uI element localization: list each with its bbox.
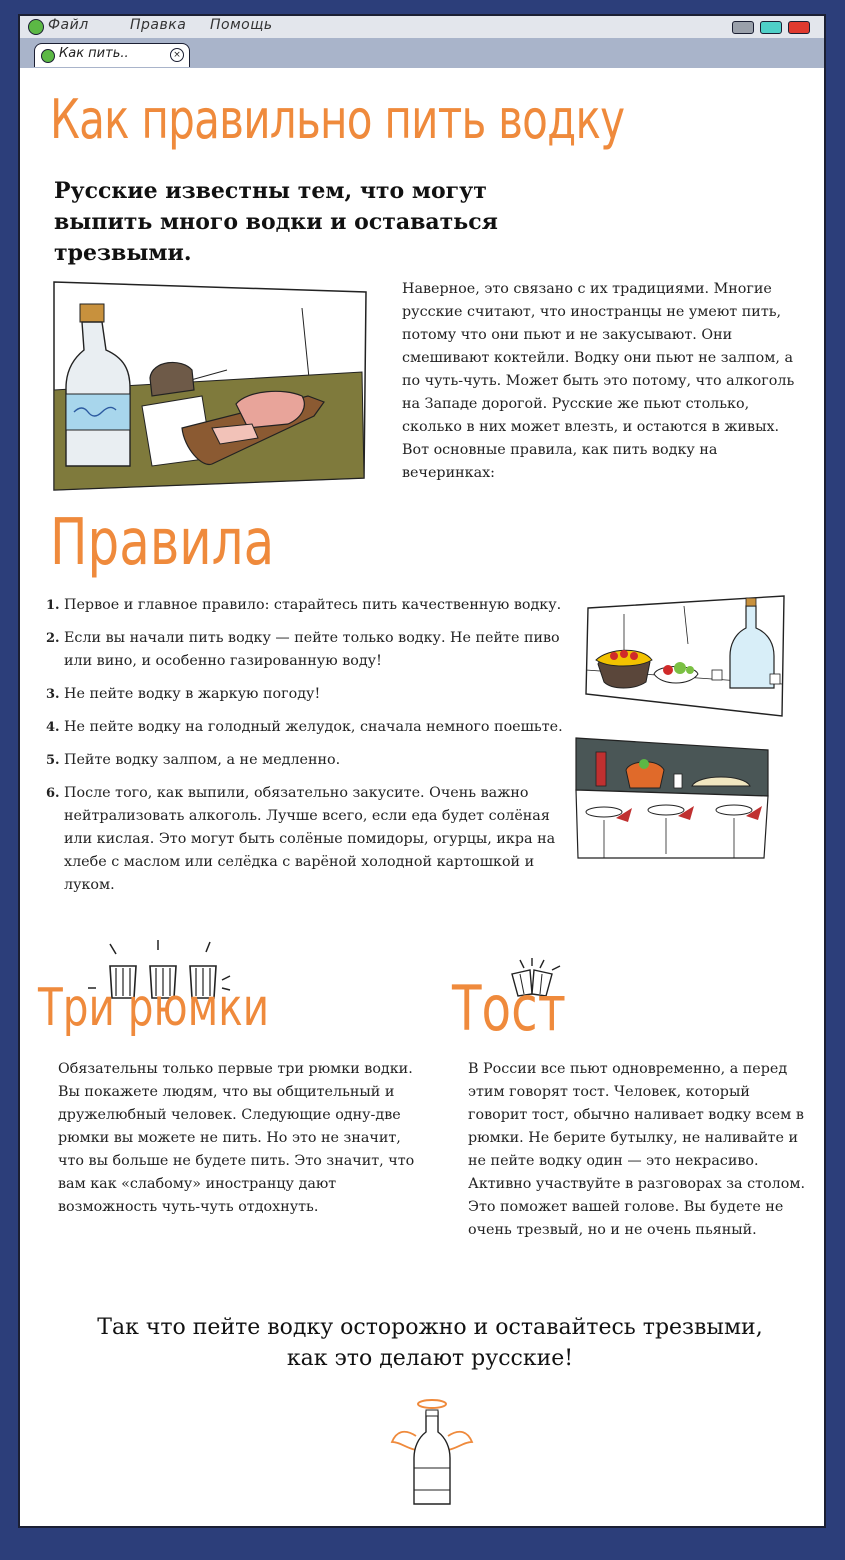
intro-text: Наверное, это связано с их традициями. Многие русские считают, что иностранцы не умеют пить, потому что они пьют и не закусывают. Они смешивают коктейли. Водку они пьют не залпом, а по чуть-чуть. Может быть это потому, что алкоголь на Западе дорогой. Русские же пьют столько, сколько в них может влезть, и остаются в живых. Вот основные правила, как пить водку на вечеринках:	[402, 281, 795, 481]
maximize-button[interactable]	[760, 21, 782, 34]
lead-text: Русские известны тем, что могут выпить много водки и оставаться трезвыми.	[54, 178, 498, 266]
toast-title: Тост	[452, 972, 566, 1045]
rule-item	[46, 683, 566, 706]
three-glasses-title: Три рюмки	[38, 978, 270, 1038]
table-setting-illustration	[574, 734, 770, 860]
rule-text: Если вы начали пить водку — пейте только водку. Не пейте пиво или вино, и особенно газированную воду!	[64, 630, 560, 669]
rule-number: 1.	[46, 598, 60, 613]
rule-text: После того, как выпили, обязательно закусите. Очень важно нейтрализовать алкоголь. Лучше всего, если еда будет солёная или кислая. Это могут быть солёные помидоры, огурцы, икра на хлебе с маслом или селёдка с варёной холодной картошкой и луком.	[64, 785, 556, 893]
tab-label: Как пить..	[59, 46, 129, 61]
app-logo-icon	[28, 19, 44, 35]
three-glasses-text: Обязательны только первые три рюмки водки. Вы покажете людям, что вы общительный и дружелюбный человек. Следующие одну-две рюмки вы можете не пить. Но это не значит, что вы больше не будете пить. Это значит, что вам как «слабому» иностранцу дают возможность чуть-чуть отдохнуть.	[58, 1061, 415, 1215]
menu-file[interactable]: Файл	[48, 17, 89, 33]
rule-number: 5.	[46, 753, 60, 768]
page-title: Как правильно пить водку	[50, 88, 625, 151]
tab-how-to-drink[interactable]	[34, 43, 190, 67]
close-window-button[interactable]	[788, 21, 810, 34]
page-content	[18, 68, 826, 1528]
rule-number: 3.	[46, 687, 60, 702]
tab-close-icon[interactable]: ×	[170, 48, 184, 62]
rule-number: 2.	[46, 631, 60, 646]
rule-item	[46, 594, 566, 617]
rule-text: Первое и главное правило: старайтесь пить качественную водку.	[64, 597, 562, 613]
rule-text: Пейте водку залпом, а не медленно.	[64, 752, 341, 768]
closing-text: Так что пейте водку осторожно и оставайтесь трезвыми, как это делают русские!	[97, 1315, 763, 1371]
tab-bar	[18, 38, 826, 68]
rules-title: Правила	[50, 506, 275, 580]
minimize-button[interactable]	[732, 21, 754, 34]
tab-logo-icon	[41, 49, 55, 63]
rules-list	[46, 594, 566, 907]
rule-text: Не пейте водку в жаркую погоду!	[64, 686, 321, 702]
snacks-bottle-illustration	[584, 594, 788, 718]
rule-number: 6.	[46, 786, 60, 801]
rule-text: Не пейте водку на голодный желудок, сначала немного поешьте.	[64, 719, 563, 735]
rule-item	[46, 716, 566, 739]
rule-item	[46, 627, 566, 673]
rule-item	[46, 749, 566, 772]
rule-number: 4.	[46, 720, 60, 735]
rule-item	[46, 782, 566, 897]
menu-edit[interactable]: Правка	[130, 17, 187, 33]
toast-text: В России все пьют одновременно, а перед этим говорят тост. Человек, который говорит тост, обычно наливает водку всем в рюмки. Не берите бутылку, не наливайте и не пейте водку один — это некрасиво. Активно участвуйте в разговорах за столом. Это поможет вашей голове. Вы будете не очень трезвый, но и не очень пьяный.	[468, 1061, 805, 1238]
angel-bottle-icon	[390, 1398, 474, 1508]
menu-help[interactable]: Помощь	[210, 17, 273, 33]
menu-bar	[18, 14, 826, 38]
vodka-table-illustration	[52, 278, 368, 492]
